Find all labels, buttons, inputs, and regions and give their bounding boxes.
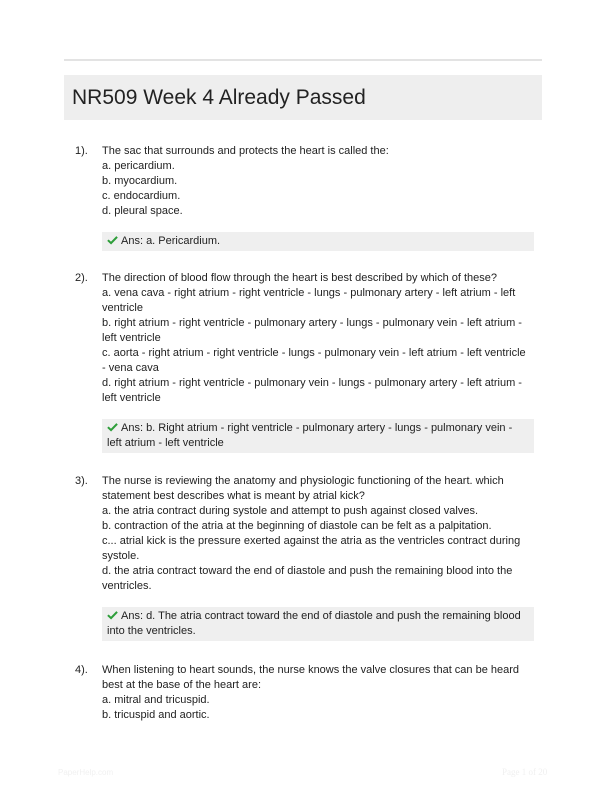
question-3	[64, 474, 542, 641]
checkmark-icon	[107, 610, 118, 620]
answer-box	[102, 232, 534, 251]
question-1	[64, 144, 542, 251]
option-b: b. myocardium.	[102, 175, 178, 187]
question-text: When listening to heart sounds, the nurse knows the valve closures that can be heard best at the base of the heart are:	[102, 664, 520, 691]
answer-box	[102, 607, 534, 641]
answer-text: Ans: d. The atria contract toward the end of diastole and push the remaining blood into the ventricles.	[107, 610, 521, 637]
question-4	[64, 663, 542, 723]
option-d: d. the atria contract toward the end of diastole and push the remaining blood into the ventricles.	[102, 565, 513, 592]
option-a: a. the atria contract during systole and attempt to push against closed valves.	[102, 505, 479, 517]
option-b: b. contraction of the atria at the beginning of diastole can be felt as a palpitation.	[102, 520, 492, 532]
top-divider	[64, 59, 542, 61]
question-number: 4).	[75, 664, 88, 676]
question-text: The direction of blood flow through the heart is best described by which of these?	[102, 272, 498, 284]
option-b: b. tricuspid and aortic.	[102, 709, 210, 721]
option-c: c... atrial kick is the pressure exerted against the atria as the ventricles contract during systole.	[102, 535, 521, 562]
option-a: a. vena cava - right atrium - right ventricle - lungs - pulmonary artery - left atrium - left ventricle	[102, 287, 516, 314]
question-text: The nurse is reviewing the anatomy and physiologic functioning of the heart. which statement best describes what is meant by atrial kick?	[102, 475, 504, 502]
question-number: 2).	[75, 272, 88, 284]
question-body	[102, 663, 532, 723]
answer-box	[102, 419, 534, 453]
title-banner	[64, 75, 542, 120]
option-c: c. aorta - right atrium - right ventricle - lungs - pulmonary vein - left atrium - left ventricle - vena cava	[102, 347, 526, 374]
option-b: b. right atrium - right ventricle - pulmonary artery - lungs - pulmonary vein - left atrium - left ventricle	[102, 317, 522, 344]
answer-text: Ans: a. Pericardium.	[121, 235, 221, 247]
answer-text: Ans: b. Right atrium - right ventricle - pulmonary artery - lungs - pulmonary vein - left atrium - left ventricle	[107, 422, 513, 449]
question-body	[102, 144, 532, 219]
question-body	[102, 474, 532, 594]
option-a: a. pericardium.	[102, 160, 175, 172]
question-body	[102, 271, 532, 406]
footer-watermark: PaperHelp.com	[58, 768, 114, 777]
option-d: d. pleural space.	[102, 205, 183, 217]
checkmark-icon	[107, 422, 118, 432]
question-2	[64, 271, 542, 453]
checkmark-icon	[107, 235, 118, 245]
question-number: 3).	[75, 475, 88, 487]
question-number: 1).	[75, 145, 88, 157]
page-number: Page 1 of 20	[502, 767, 548, 777]
option-d: d. right atrium - right ventricle - pulmonary vein - lungs - pulmonary artery - left atrium - left ventricle	[102, 377, 522, 404]
question-text: The sac that surrounds and protects the heart is called the:	[102, 145, 389, 157]
option-a: a. mitral and tricuspid.	[102, 694, 210, 706]
option-c: c. endocardium.	[102, 190, 181, 202]
document-title: NR509 Week 4 Already Passed	[72, 85, 366, 109]
